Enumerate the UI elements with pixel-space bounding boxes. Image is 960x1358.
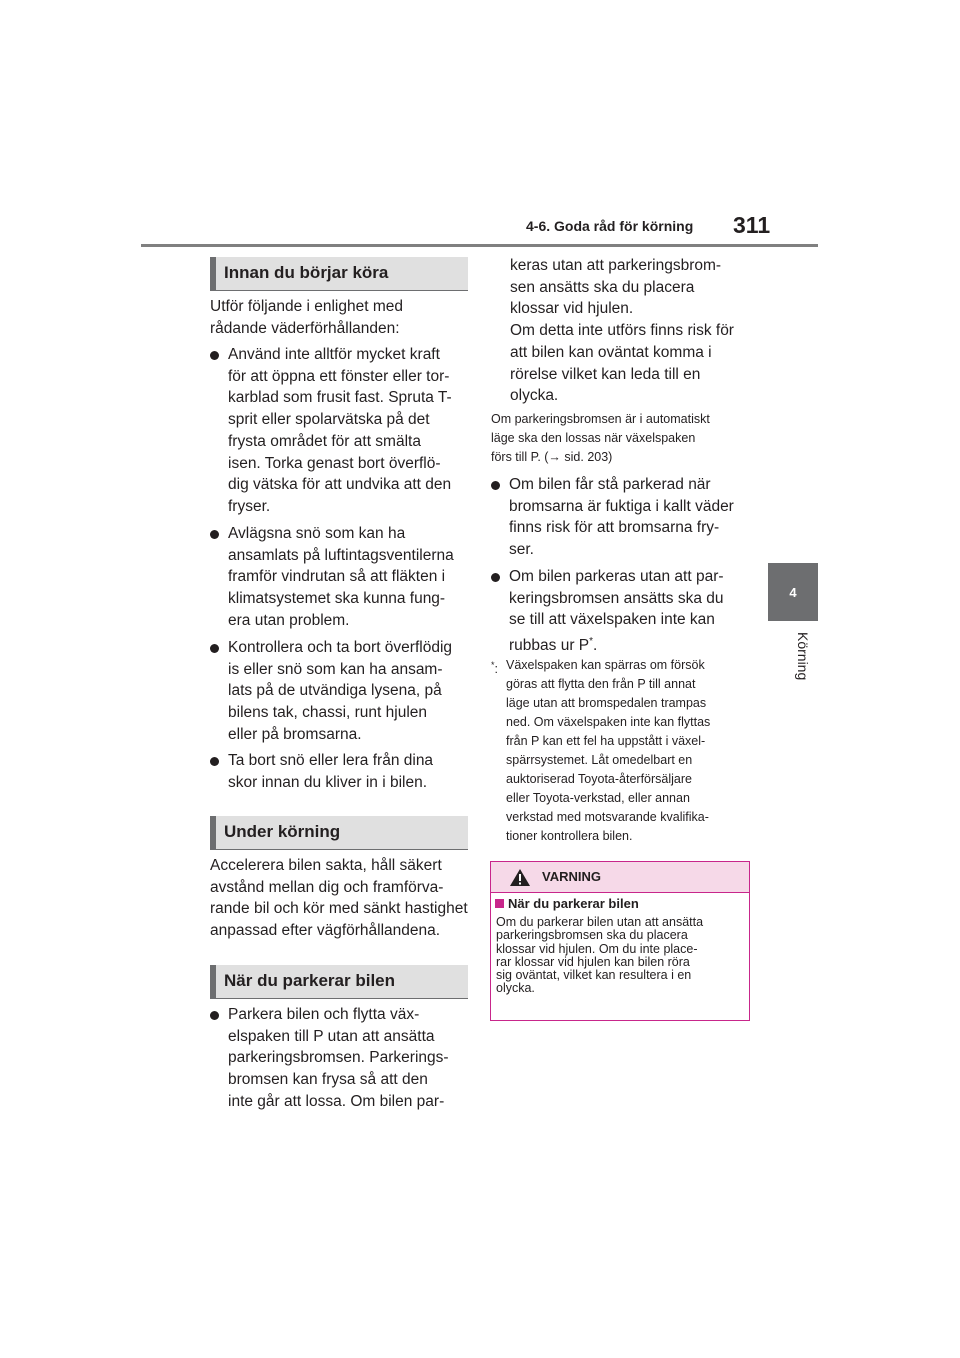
bullet-text: Använd inte alltför mycket kraft för att öppna ett fönster eller tor- karblad som frusit fast. Spruta T- sprit eller spolarvätska på det frysta området för att smälta isen. Torka genast bort överflö- dig vätska för att undvika att den fryser. (228, 346, 452, 515)
bullet-text: Om bilen parkeras utan att par- keringsbromsen ansätts ska du se till att växelspaken inte kan rubbas ur P*. (509, 568, 724, 655)
bullet-text: Ta bort snö eller lera från dina skor innan du kliver in i bilen. (228, 752, 434, 791)
warning-title: VARNING (542, 869, 601, 884)
footnote-marker: * (589, 636, 594, 648)
continued-text: keras utan att parkeringsbrom- sen ansätts ska du placera klossar vid hjulen. Om detta inte utförs finns risk för att bilen kan oväntat komma i rörelse vilket kan leda till en olycka. (510, 257, 734, 405)
bullet-icon (210, 351, 219, 360)
chapter-tab (768, 563, 818, 621)
driving-text: Accelerera bilen sakta, håll säkert avstånd mellan dig och framförva- rande bil och kör med sänkt hastighet anpassad efter vägförhållandena. (210, 857, 468, 940)
chapter-label: Körning (795, 632, 811, 681)
text-line: rådande väderförhållanden: (210, 319, 400, 337)
bullet-icon (491, 573, 500, 582)
auto-brake-note: Om parkeringsbromsen är i automatiskt läge ska den lossas när växelspaken förs till P. (→ sid. 203) (491, 412, 710, 464)
bullet-text: Parkera bilen och flytta väx- elspaken till P utan att ansätta parkeringsbromsen. Parkerings- bromsen kan frysa så att den inte går att lossa. Om bilen par- (228, 1006, 449, 1110)
heading-while-driving: Under körning (210, 816, 468, 850)
bullet-text: Avlägsna snö som kan ha ansamlats på luftintagsventilerna framför vindrutan så att fläkten i klimatsystemet ska kunna fung- era utan problem. (228, 525, 454, 629)
warning-header (491, 862, 749, 893)
bullet-icon (491, 481, 500, 490)
warning-body: Om du parkerar bilen utan att ansätta parkeringsbromsen ska du placera klossar vid hjulen. Om du inte place- rar klossar vid hjulen kan bilen röra sig oväntat, vilket kan resultera i en olycka. (496, 915, 704, 996)
section-title: 4-6. Goda råd för körning (526, 218, 694, 234)
heading-when-parking: När du parkerar bilen (210, 965, 468, 999)
square-bullet-icon (495, 899, 504, 908)
warning-triangle-icon (509, 868, 531, 887)
bullet-icon (210, 644, 219, 653)
bullet-text: Om bilen får stå parkerad när bromsarna är fuktiga i kallt väder finns risk för att bromsarna fry- ser. (509, 476, 734, 559)
page-number: 311 (733, 212, 771, 238)
bullet-icon (210, 1011, 219, 1020)
heading-before-driving: Innan du börjar köra (210, 257, 468, 291)
bullet-icon (210, 530, 219, 539)
header-divider (141, 244, 818, 247)
bullet-icon (210, 757, 219, 766)
text-line: Utför följande i enlighet med (210, 298, 404, 315)
bullet-text: Kontrollera och ta bort överflödig is eller snö som kan ha ansam- lats på de utvändiga lysena, på bilens tak, chassi, runt hjulen eller på bromsarna. (228, 639, 453, 743)
intro-text (210, 296, 403, 339)
chapter-number: 4 (789, 584, 797, 600)
warning-box (490, 861, 750, 1021)
warning-subtitle: När du parkerar bilen (495, 896, 639, 911)
